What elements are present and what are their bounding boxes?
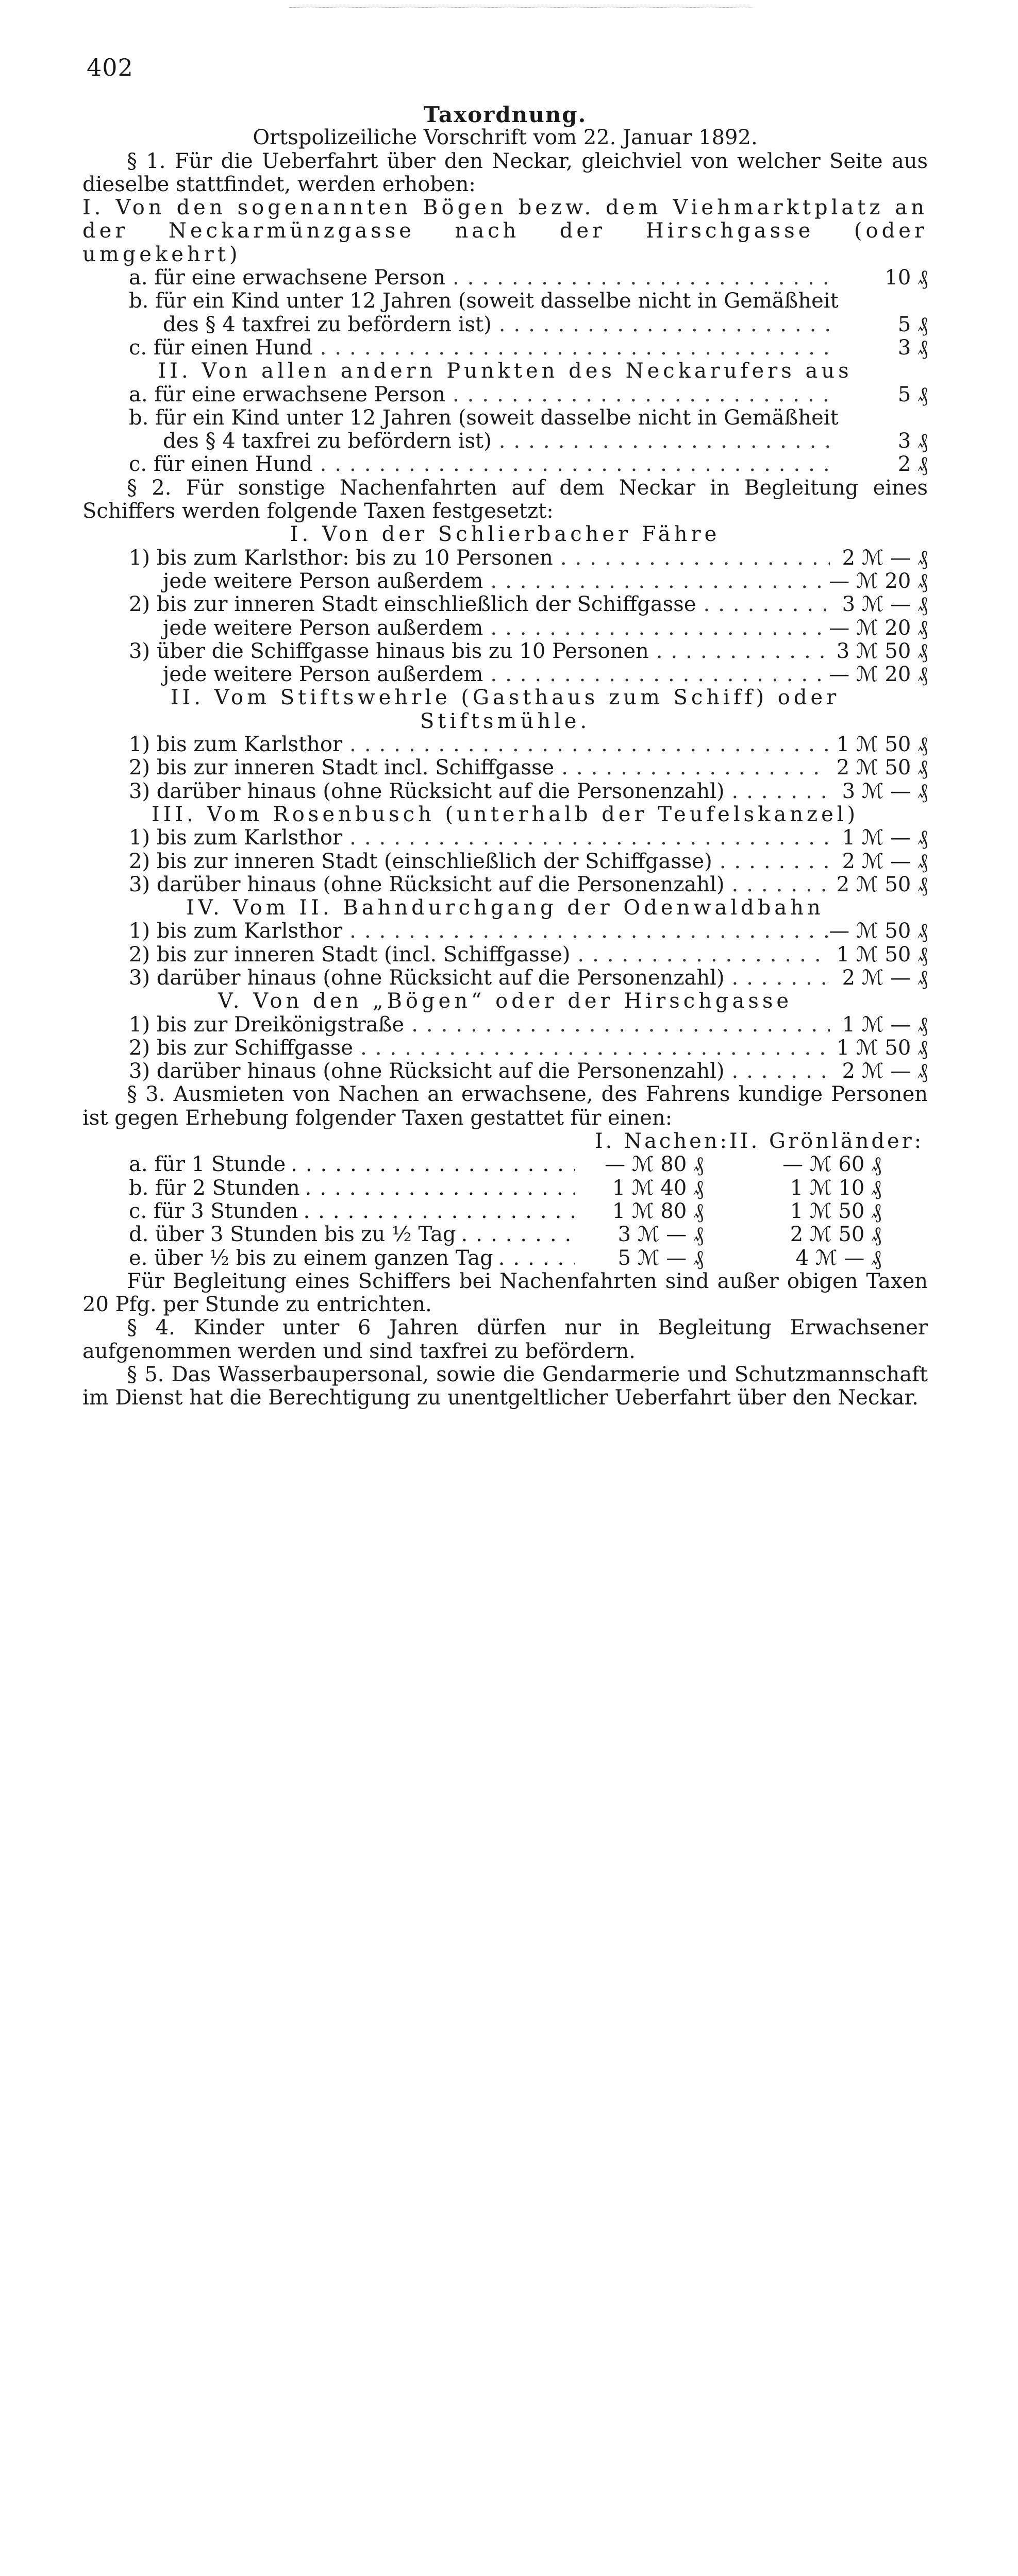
tariff-amount: — ℳ 20 ₰ [829,663,928,687]
tariff-item [82,453,928,476]
tariff-item-label: 2) bis zur inneren Stadt (einschließlich der Schiffgasse) [129,849,712,873]
rental-price-nachen: 3 ℳ — ₰ [618,1223,704,1247]
tariff-amount: 3 ₰ [897,429,928,453]
dot-leader [445,266,830,290]
dot-leader [553,547,830,570]
tariff-amount: 3 ℳ — ₰ [842,592,928,617]
tariff-amount: 2 ℳ — ₰ [842,546,928,570]
tariff-item-label: 1) bis zum Karlsthor [129,919,343,943]
tariff-item-label: 3) über die Schiffgasse hinaus bis zu 10 Personen [129,639,649,663]
dot-leader [483,617,829,640]
section-2-subheading: II. Vom Stiftswehrle (Gasthaus zum Schiff) oder Stiftsmühle. [170,686,840,733]
tariff-item-label: c. für einen Hund [129,335,313,360]
rental-duration: b. für 2 Stunden [129,1176,300,1200]
dot-leader [492,313,830,336]
dot-leader [712,850,830,873]
rental-price-groenlaender: 2 ℳ 50 ₰ [790,1223,881,1247]
tariff-amount: 2 ℳ — ₰ [842,1059,928,1083]
tariff-item [82,430,928,453]
tariff-item-label: 2) bis zur inneren Stadt einschließlich der Schiffgasse [129,592,696,617]
page-number: 402 [87,54,133,81]
section-5-text: § 5. Das Wasserbaupersonal, sowie die Gendarmerie und Schutzmannschaft im Dienst hat die Berechtigung zu unentgeltlicher Ueberfahrt über den Neckar. [82,1363,928,1410]
rental-price-groenlaender: 1 ℳ 10 ₰ [790,1176,881,1200]
tariff-item [82,1013,928,1037]
dot-leader [404,1013,830,1037]
dot-leader [300,1177,575,1200]
section-3-text: § 3. Ausmieten von Nachen an erwachsene, des Fahrens kundige Personen ist gegen Erhebung folgender Taxen gestattet für einen: [82,1082,928,1130]
tariff-item [82,617,928,640]
section-2-subheading: III. Vom Rosenbusch (unterhalb der Teufelskanzel) [151,802,859,826]
tariff-item-line: b. für ein Kind unter 12 Jahren (soweit dasselbe nicht in Gemäßheit [129,405,839,430]
section-2-text: § 2. Für sonstige Nachenfahrten auf dem Neckar in Begleitung eines Schiffers werden folgende Taxen festgesetzt: [82,476,928,523]
dot-leader [456,1223,575,1246]
rental-price-nachen: 1 ℳ 80 ₰ [612,1199,704,1223]
tariff-item [82,943,928,967]
tariff-item-label: a. für eine erwachsene Person [129,382,445,406]
dot-leader [483,663,829,686]
tariff-amount: 1 ℳ 50 ₰ [836,733,928,757]
rental-duration: a. für 1 Stunde [129,1153,286,1177]
tariff-amount: 5 ₰ [897,312,928,336]
section-2-sublist [82,1013,928,1083]
tariff-amount: 3 ℳ — ₰ [842,779,928,803]
dot-leader [313,453,830,476]
tariff-item-label: jede weitere Person außerdem [163,663,483,687]
section-2-sublist [82,920,928,990]
tariff-item-label: 3) darüber hinaus (ohne Rücksicht auf die Personenzahl) [129,1059,725,1083]
tariff-item [82,266,928,290]
section-1-I-list [82,266,928,360]
rental-row [82,1247,928,1270]
tariff-amount: — ℳ 20 ₰ [829,616,928,640]
tariff-amount: 5 ₰ [897,382,928,406]
rental-price-groenlaender: — ℳ 60 ₰ [782,1153,881,1177]
rental-price-nachen: 1 ℳ 40 ₰ [612,1176,704,1200]
dot-leader [313,336,830,360]
tariff-item [82,547,928,570]
section-3-note: Für Begleitung eines Schiffers bei Nachenfahrten sind außer obigen Taxen 20 Pfg. per Stunde zu entrichten. [82,1269,928,1317]
footer [0,1643,1018,1706]
dot-leader [725,967,830,990]
scan-top-edge [289,0,753,8]
tariff-item [82,1060,928,1083]
tariff-item [82,967,928,990]
dot-leader [725,1060,830,1083]
section-1-heading-I: I. Von den sogenannten Bögen bezw. dem Viehmarktplatz an der Neckarmünzgasse nach der Hirschgasse (oder umgekehrt) [82,196,928,266]
rental-price-groenlaender: 4 ℳ — ₰ [795,1246,881,1270]
tariff-item [82,336,928,360]
dot-leader [353,1037,830,1060]
section-1-text: § 1. Für die Ueberfahrt über den Neckar, gleichviel von welcher Seite aus dieselbe stattfindet, werden erhoben: [82,149,928,196]
section-2-subheading: I. Von der Schlierbacher Fähre [290,522,721,547]
tariff-amount: — ℳ 20 ₰ [829,569,928,593]
dot-leader [570,943,830,967]
rental-duration: c. für 3 Stunden [129,1199,298,1223]
section-2-subheading: IV. Vom II. Bahndurchgang der Odenwaldbahn [186,896,824,920]
dot-leader [725,873,830,896]
section-2-sublist [82,826,928,896]
tariff-amount: 1 ℳ — ₰ [842,826,928,850]
tariff-amount: 3 ₰ [897,335,928,360]
tariff-amount: 2 ℳ 50 ₰ [836,756,928,780]
section-2-subheading: V. Von den „Bögen“ oder der Hirschgasse [218,989,793,1013]
tariff-item [82,640,928,663]
tariff-item-line: b. für ein Kind unter 12 Jahren (soweit dasselbe nicht in Gemäßheit [129,289,839,313]
tariff-item [82,593,928,616]
tariff-item [82,1037,928,1060]
tariff-item-label: 2) bis zur inneren Stadt incl. Schiffgasse [129,756,555,780]
tariff-item [82,313,928,336]
section-2-list [82,523,928,1083]
rental-duration: e. über ½ bis zu einem ganzen Tag [129,1246,493,1270]
tariff-item [82,920,928,943]
dot-leader [445,383,830,406]
dot-leader [554,756,830,779]
tariff-item-label: 3) darüber hinaus (ohne Rücksicht auf die Personenzahl) [129,872,725,896]
tariff-item-label: des § 4 taxfrei zu befördern ist) [163,312,492,336]
rental-row [82,1153,928,1176]
section-1-heading-II: II. Von allen andern Punkten des Neckarufers aus [158,359,853,383]
tariff-item-label: jede weitere Person außerdem [163,569,483,593]
tariff-amount: 2 ℳ 50 ₰ [836,872,928,896]
dot-leader [298,1200,575,1223]
tariff-item [82,850,928,873]
page-title: Taxordnung. [423,102,587,127]
dot-leader [493,1247,575,1270]
section-2-sublist [82,547,928,687]
tariff-amount: 3 ℳ 50 ₰ [836,639,928,663]
section-4-text: § 4. Kinder unter 6 Jahren dürfen nur in Begleitung Erwachsener aufgenommen werden und sind taxfrei zu befördern. [82,1316,928,1363]
tariff-item [82,663,928,686]
dot-leader [342,826,830,850]
tariff-item [82,383,928,406]
tariff-item-label: 1) bis zum Karlsthor [129,733,343,757]
tariff-item [82,873,928,896]
tariff-amount: 1 ℳ 50 ₰ [836,1036,928,1060]
rental-price-groenlaender: 1 ℳ 50 ₰ [790,1199,881,1223]
tariff-amount: 2 ℳ — ₰ [842,849,928,873]
section-1-II-list [82,383,928,477]
tariff-amount: 2 ₰ [897,452,928,477]
tariff-item-label: jede weitere Person außerdem [163,616,483,640]
document-body [82,103,928,1410]
column-header-groenlaender: II. Grönländer: [729,1129,924,1154]
rental-price-nachen: — ℳ 80 ₰ [605,1153,704,1177]
dot-leader [696,593,830,616]
tariff-item [82,780,928,803]
tariff-item-label: 1) bis zum Karlsthor: bis zu 10 Personen [129,546,553,570]
section-3-table [82,1153,928,1269]
dot-leader [286,1153,575,1176]
tariff-item [82,733,928,756]
tariff-item-label: 2) bis zur Schiffgasse [129,1036,354,1060]
dot-leader [342,733,830,756]
tariff-item-label: 2) bis zur inneren Stadt (incl. Schiffgasse) [129,942,571,967]
tariff-item-label: 1) bis zur Dreikönigstraße [129,1012,405,1037]
rental-duration: d. über 3 Stunden bis zu ½ Tag [129,1223,456,1247]
tariff-item-label: a. für eine erwachsene Person [129,266,445,290]
tariff-amount: 1 ℳ 50 ₰ [836,942,928,967]
tariff-item [82,826,928,850]
rental-row [82,1200,928,1223]
tariff-amount: — ℳ 50 ₰ [829,919,928,943]
rental-row [82,1223,928,1246]
tariff-item-label: des § 4 taxfrei zu befördern ist) [163,429,492,453]
rental-row [82,1177,928,1200]
dot-leader [725,780,830,803]
dot-leader [649,640,830,663]
tariff-item-label: c. für einen Hund [129,452,313,477]
page-subtitle: Ortspolizeiliche Vorschrift vom 22. Januar 1892. [253,126,758,150]
tariff-item-label: 3) darüber hinaus (ohne Rücksicht auf die Personenzahl) [129,965,725,990]
section-2-sublist [82,733,928,803]
tariff-item-label: 1) bis zum Karlsthor [129,826,343,850]
tariff-amount: 2 ℳ — ₰ [842,965,928,990]
tariff-item [82,756,928,779]
tariff-item-label: 3) darüber hinaus (ohne Rücksicht auf die Personenzahl) [129,779,725,803]
rental-price-nachen: 5 ℳ — ₰ [618,1246,704,1270]
section-3-column-headers [82,1130,928,1153]
dot-leader [483,570,829,593]
tariff-item [82,570,928,593]
dot-leader [342,920,829,943]
dot-leader [492,430,830,453]
column-header-nachen: I. Nachen: [594,1129,729,1154]
tariff-amount: 10 ₰ [885,266,928,290]
tariff-amount: 1 ℳ — ₰ [842,1012,928,1037]
